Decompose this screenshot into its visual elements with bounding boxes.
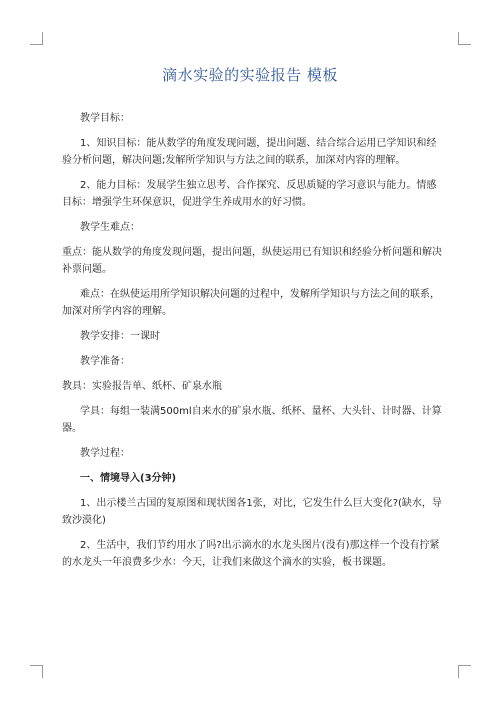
crop-mark-bottom-left — [30, 665, 43, 678]
document-body — [62, 110, 442, 579]
paragraph-teaching-aids: 教具：实验报告单、纸杯、矿泉水瓶 — [62, 381, 222, 392]
paragraph-preparation-heading: 教学准备： — [80, 356, 130, 367]
paragraph-key-point: 重点：能从数学的角度发现问题，提出问题，纵使运用已有知识和经验分析问题和解决补票问题。 — [62, 247, 442, 275]
paragraph-step-2: 2、生活中，我们节约用水了吗?出示滴水的水龙头图片(没有)那这样一个没有拧紧的水龙头一年浪费多少水：今天，让我们来做这个滴水的实验，板书课题。 — [62, 540, 440, 568]
document-title: 滴水实验的实验报告 模板 — [162, 66, 338, 84]
paragraph-schedule: 教学安排：一课时 — [80, 331, 160, 342]
paragraph-student-tools: 学具：每组一装满500ml自来水的矿泉水瓶、纸杯、量杯、大头针、计时器、计算器。 — [62, 406, 442, 434]
paragraph-step-1: 1、出示楼兰古国的复原图和现状图各1张，对比，它发生什么巨大变化?(缺水，导致沙漠化) — [62, 498, 442, 526]
paragraph-process-heading: 教学过程： — [80, 448, 130, 459]
paragraph-ability-goal: 2、能力目标：发展学生独立思考、合作探究、反思质疑的学习意识与能力。情感目标：增强学生环保意识，促进学生养成用水的好习惯。 — [62, 180, 437, 208]
paragraph-section-intro — [62, 470, 442, 487]
paragraph-knowledge-goal: 1、知识目标：能从数学的角度发现问题，提出问题、结合综合运用已学知识和经验分析问题，解决问题;发解所学知识与方法之间的联系，加深对内容的理解。 — [62, 138, 437, 166]
crop-mark-top-left — [30, 32, 43, 45]
paragraph-difficulty: 难点：在纵使运用所学知识解决问题的过程中，发解所学知识与方法之间的联系，加深对所学内容的理解。 — [62, 289, 440, 317]
section-intro-text: 一、情境导入(3分钟) — [80, 473, 177, 484]
crop-mark-top-right — [458, 32, 471, 45]
paragraph-teaching-goals-heading: 教学目标： — [80, 113, 130, 124]
crop-mark-bottom-right — [458, 665, 471, 678]
paragraph-difficulty-heading: 教学生难点： — [80, 222, 140, 233]
